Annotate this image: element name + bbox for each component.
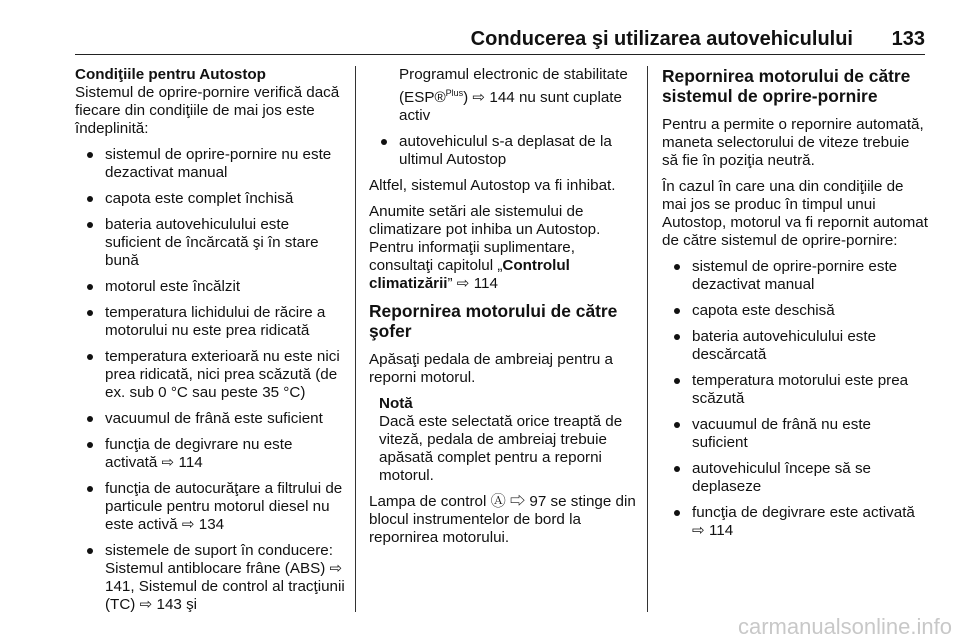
paragraph: Apăsaţi pedala de ambreiaj pentru a reporni motorul. <box>369 351 614 387</box>
list-item: temperatura motorului este prea scăzută <box>662 372 928 408</box>
paragraph: Pentru a permite o repornire automată, maneta selectorului de viteze trebuie să fie în poziţia neutră. <box>662 116 924 169</box>
intro-paragraph: Sistemul de oprire-pornire verifică dacă fiecare din condiţiile de mai jos este îndeplinită: <box>75 84 340 137</box>
restart-conditions-list <box>662 258 928 540</box>
note-box <box>369 395 637 485</box>
list-item: capota este complet închisă <box>75 190 345 208</box>
list-item: motorul este încălzit <box>75 278 345 296</box>
continued-list <box>369 66 637 169</box>
autostop-conditions-list <box>75 146 345 614</box>
list-item: temperatura exterioară nu este nici prea ridicată, nici prea scăzută (de ex. sub 0 °C sau peste 35 °C) <box>75 348 345 402</box>
list-item: autovehiculul s-a deplasat de la ultimul Autostop <box>369 133 637 169</box>
list-item: bateria autovehiculului este descărcată <box>662 328 928 364</box>
section-heading: Repornirea motorului de către sistemul de oprire-pornire <box>662 66 911 106</box>
column-divider-1 <box>355 66 356 612</box>
cont-text-end: ) ⇨ 144 nu sunt cuplate activ <box>399 89 622 125</box>
list-item: sistemele de suport în conducere: Sistemul antiblocare frâne (ABS) ⇨ 141, Sistemul de control al tracţiunii (TC) ⇨ 143 şi <box>75 542 345 614</box>
list-item-continued <box>369 66 637 125</box>
page-header <box>75 28 925 58</box>
list-item: funcţia de autocurăţare a filtrului de particule pentru motorul diesel nu este activă ⇨ 134 <box>75 480 345 534</box>
column-divider-2 <box>647 66 648 612</box>
chapter-title: Conducerea şi utilizarea autovehiculului <box>470 28 853 50</box>
list-item: bateria autovehiculului este suficient de încărcată şi în stare bună <box>75 216 345 270</box>
list-item: funcţia de degivrare este activată ⇨ 114 <box>662 504 928 540</box>
note-label: Notă <box>379 395 413 413</box>
paragraph: În cazul în care una din condiţiile de mai jos se produc în timpul unui Autostop, motorul va fi repornit automat de către sistemul de oprire-pornire: <box>662 178 928 249</box>
page-number: 133 <box>891 28 925 50</box>
list-item: temperatura lichidului de răcire a motorului nu este prea ridicată <box>75 304 345 340</box>
esp-plus-superscript: Plus <box>445 88 464 98</box>
note-text: Dacă este selectată orice treaptă de viteză, pedala de ambreiaj trebuie apăsată complet pentru a reporni motorul. <box>379 413 623 485</box>
column-1 <box>75 66 345 622</box>
list-item: sistemul de oprire-pornire este dezactivat manual <box>662 258 928 294</box>
list-item: funcţia de degivrare nu este activată ⇨ 114 <box>75 436 345 472</box>
paragraph: Altfel, sistemul Autostop va fi inhibat. <box>369 177 616 195</box>
list-item: autovehiculul începe să se deplaseze <box>662 460 928 496</box>
chapter-reference: Controlul climatizării <box>369 257 570 293</box>
list-item: capota este deschisă <box>662 302 928 320</box>
page-reference: ” ⇨ 114 <box>447 275 498 293</box>
section-heading: Repornirea motorului de către şofer <box>369 301 618 342</box>
cont-text: Programul electronic de stabilitate (ESP® <box>399 66 628 107</box>
column-2 <box>369 66 637 555</box>
list-item: vacuumul de frână nu este suficient <box>662 416 928 452</box>
paragraph: Lampa de control Ⓐ ⇨ 97 se stinge din blocul instrumentelor de bord la repornirea motorului. <box>369 493 636 547</box>
watermark: carmanualsonline.info <box>737 614 952 639</box>
column-3 <box>662 66 928 548</box>
paragraph-text: Anumite setări ale sistemului de climatizare pot inhiba un Autostop. Pentru informaţii suplimentare, consultaţi capitolul „ <box>369 203 601 275</box>
list-item: sistemul de oprire-pornire nu este dezactivat manual <box>75 146 345 182</box>
header-rule <box>75 54 925 55</box>
paragraph <box>369 203 637 293</box>
section-heading: Condiţiile pentru Autostop <box>75 66 266 83</box>
list-item: vacuumul de frână este suficient <box>75 410 345 428</box>
